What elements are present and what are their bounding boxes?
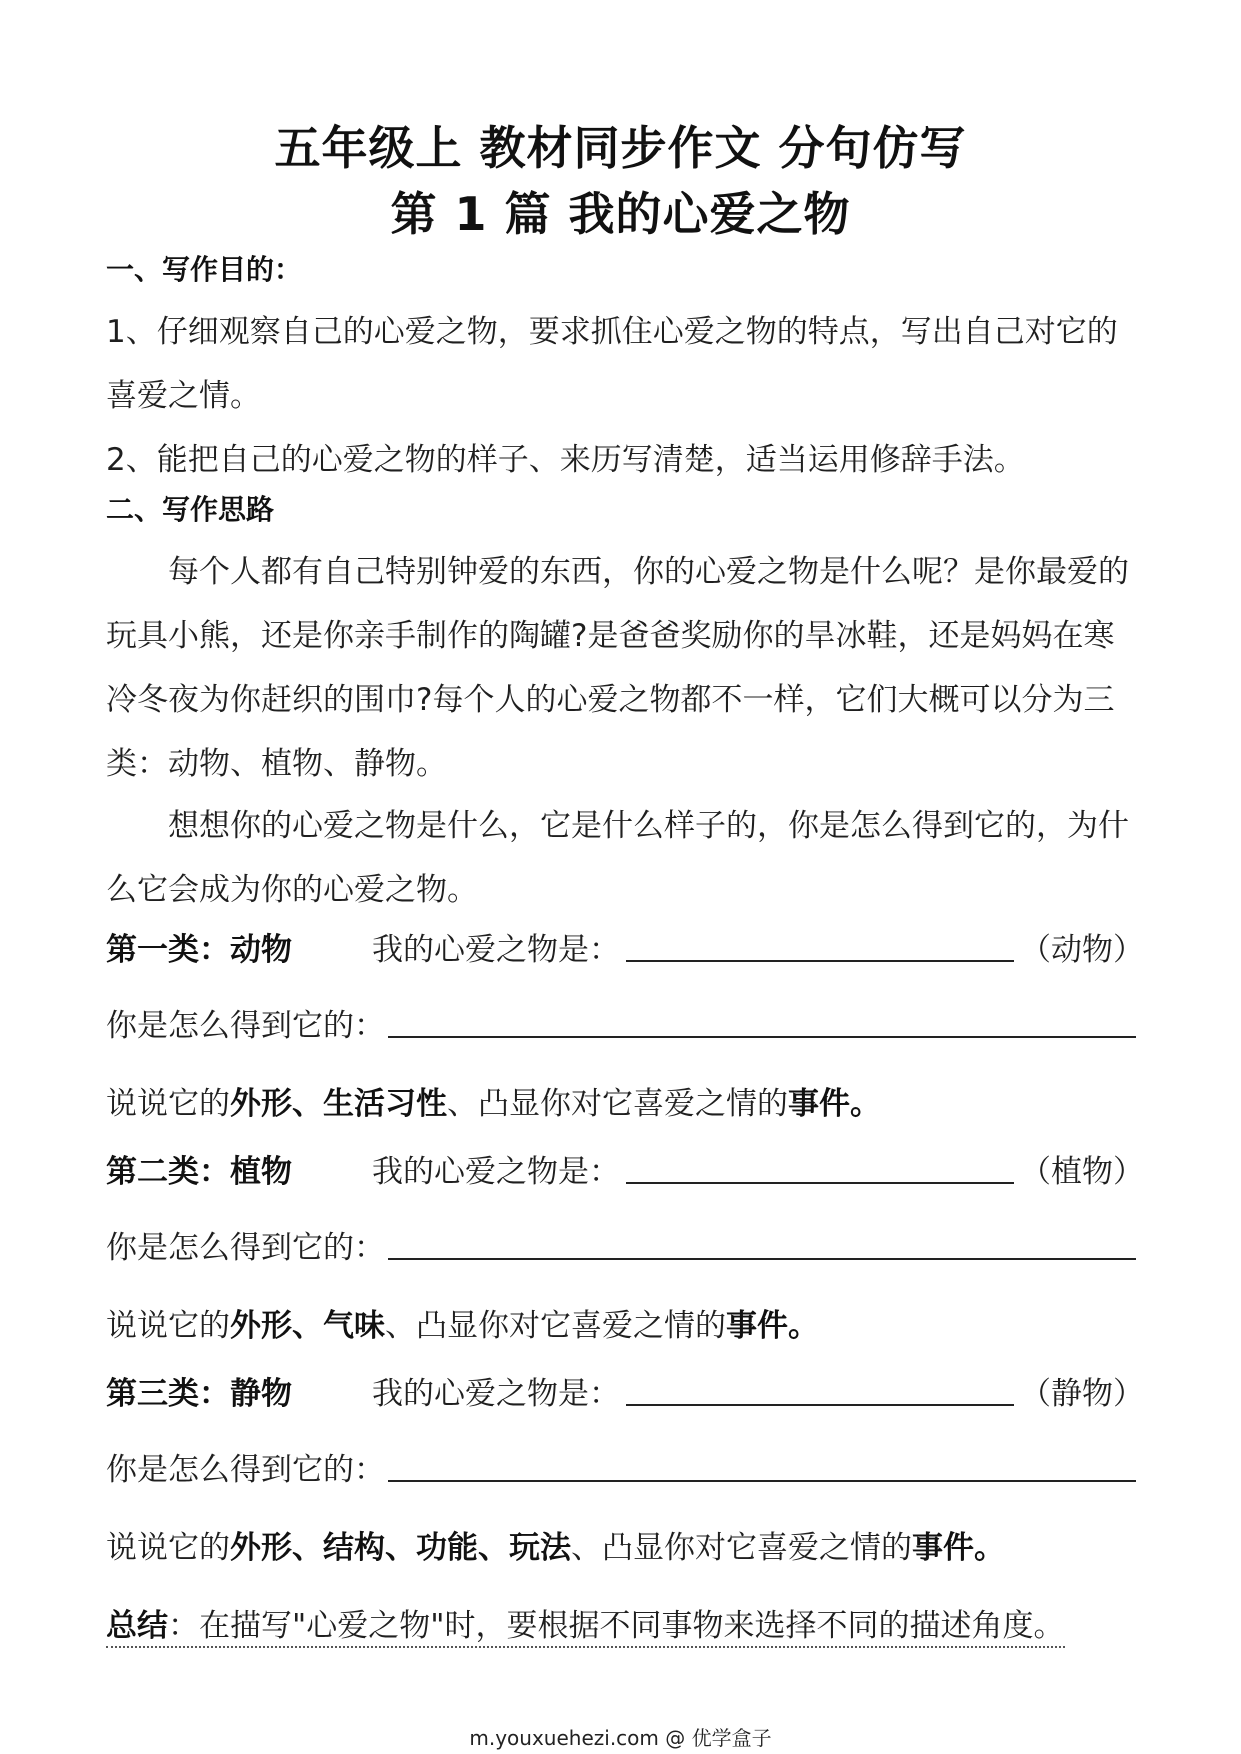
summary-text: ：在描写"心爱之物"时，要根据不同事物来选择不同的描述角度。	[168, 1608, 1065, 1644]
category-2-describe: 说说它的外形、气味、凸显你对它喜爱之情的事件。	[106, 1308, 819, 1344]
category-3-describe: 说说它的外形、结构、功能、玩法、凸显你对它喜爱之情的事件。	[106, 1530, 1005, 1566]
approach-paragraph-2-line-1: 想想你的心爱之物是什么，它是什么样子的，你是怎么得到它的，为什	[168, 808, 1129, 844]
purpose-item-1-line-1: 1、仔细观察自己的心爱之物，要求抓住心爱之物的特点，写出自己对它的	[106, 314, 1118, 350]
purpose-item-2: 2、能把自己的心爱之物的样子、来历写清楚，适当运用修辞手法。	[106, 442, 1025, 478]
section-heading-approach: 二、写作思路	[106, 493, 275, 526]
category-1-how-blank[interactable]	[388, 1036, 1136, 1038]
sub-title: 第 1 篇 我的心爱之物	[390, 187, 851, 241]
approach-paragraph-2-line-2: 么它会成为你的心爱之物。	[106, 872, 478, 908]
category-2-type-note: （植物）	[1020, 1154, 1144, 1190]
category-1-label: 第一类：动物	[106, 932, 292, 968]
category-1-how-prompt: 你是怎么得到它的：	[106, 1008, 385, 1044]
category-3-how-blank[interactable]	[388, 1480, 1136, 1482]
purpose-item-1-line-2: 喜爱之情。	[106, 378, 261, 414]
category-1-describe: 说说它的外形、生活习性、凸显你对它喜爱之情的事件。	[106, 1086, 881, 1122]
category-2-how-prompt: 你是怎么得到它的：	[106, 1230, 385, 1266]
approach-paragraph-1-line-3: 冷冬夜为你赶织的围巾?每个人的心爱之物都不一样，它们大概可以分为三	[106, 682, 1115, 718]
approach-paragraph-1-line-4: 类：动物、植物、静物。	[106, 746, 447, 782]
category-2-label: 第二类：植物	[106, 1154, 292, 1190]
footer-watermark: m.youxuehezi.com @ 优学盒子	[469, 1726, 772, 1750]
category-3-label: 第三类：静物	[106, 1376, 292, 1412]
category-2-favorite-blank[interactable]	[626, 1182, 1014, 1184]
section-heading-purpose: 一、写作目的：	[106, 253, 303, 286]
approach-paragraph-1-line-1: 每个人都有自己特别钟爱的东西，你的心爱之物是什么呢？是你最爱的	[168, 554, 1129, 590]
category-3-how-prompt: 你是怎么得到它的：	[106, 1452, 385, 1488]
category-3-favorite-blank[interactable]	[626, 1404, 1014, 1406]
category-1-favorite-prompt: 我的心爱之物是：	[372, 932, 620, 968]
main-title: 五年级上 教材同步作文 分句仿写	[274, 121, 967, 175]
summary-label: 总结	[106, 1608, 168, 1644]
category-1-type-note: （动物）	[1020, 932, 1144, 968]
summary	[106, 1600, 1065, 1645]
category-3-favorite-prompt: 我的心爱之物是：	[372, 1376, 620, 1412]
category-3-type-note: （静物）	[1020, 1376, 1144, 1412]
approach-paragraph-1-line-2: 玩具小熊，还是你亲手制作的陶罐?是爸爸奖励你的旱冰鞋，还是妈妈在寒	[106, 618, 1115, 654]
category-2-favorite-prompt: 我的心爱之物是：	[372, 1154, 620, 1190]
category-2-how-blank[interactable]	[388, 1258, 1136, 1260]
category-1-favorite-blank[interactable]	[626, 960, 1014, 962]
